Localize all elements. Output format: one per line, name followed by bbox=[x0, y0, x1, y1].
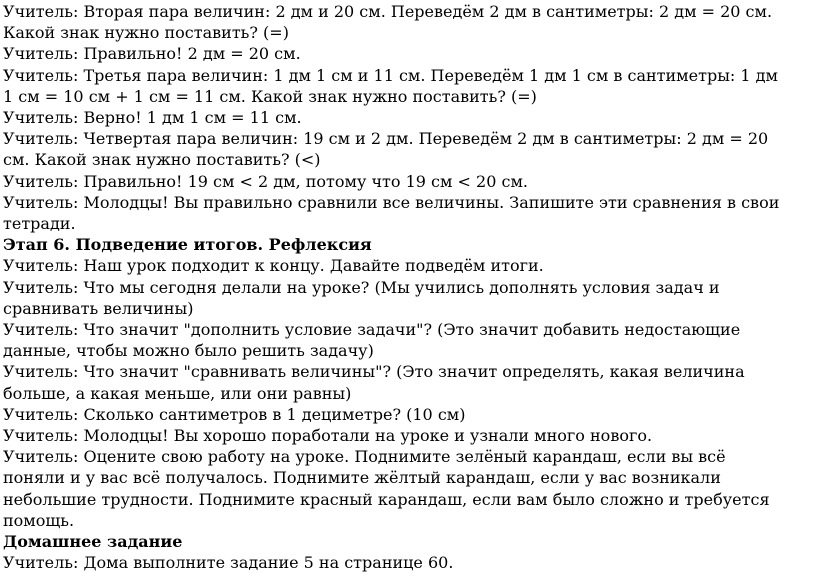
text-line: Учитель: Что значит "дополнить условие задачи"? (Это значит добавить недостающие bbox=[3, 320, 741, 340]
text-line: Учитель: Наш урок подходит к концу. Давайте подведём итоги. bbox=[3, 256, 544, 276]
text-line: тетради. bbox=[3, 214, 76, 234]
text-line: Учитель: Правильно! 19 см < 2 дм, потому что 19 см < 20 см. bbox=[3, 171, 528, 191]
text-line: Учитель: Вторая пара величин: 2 дм и 20 см. Переведём 2 дм в сантиметры: 2 дм = 20 см. bbox=[3, 2, 773, 21]
text-line: Учитель: Верно! 1 дм 1 см = 11 см. bbox=[3, 108, 302, 128]
text-line: сравнивать величины) bbox=[3, 298, 194, 318]
section-heading: Домашнее задание bbox=[3, 532, 183, 552]
text-line: Учитель: Третья пара величин: 1 дм 1 см и 11 см. Переведём 1 дм 1 см в сантиметры: 1 дм bbox=[3, 65, 778, 85]
text-line: Учитель: Дома выполните задание 5 на странице 60. bbox=[3, 553, 454, 573]
text-line: поняли и у вас всё получалось. Поднимите жёлтый карандаш, если у вас возникали bbox=[3, 468, 721, 488]
text-line: Учитель: Правильно! 2 дм = 20 см. bbox=[3, 44, 301, 64]
text-line: данные, чтобы можно было решить задачу) bbox=[3, 341, 374, 361]
section-heading: Этап 6. Подведение итогов. Рефлексия bbox=[3, 235, 372, 255]
text-line: Учитель: Сколько сантиметров в 1 дециметре? (10 см) bbox=[3, 404, 466, 424]
text-line: Какой знак нужно поставить? (=) bbox=[3, 23, 289, 43]
text-line: помощь. bbox=[3, 510, 75, 530]
text-line: больше, а какая меньше, или они равны) bbox=[3, 383, 352, 403]
text-line: см. Какой знак нужно поставить? (<) bbox=[3, 150, 321, 170]
text-line: Учитель: Молодцы! Вы правильно сравнили все величины. Запишите эти сравнения в свои bbox=[3, 192, 780, 212]
text-line: Учитель: Четвертая пара величин: 19 см и 2 дм. Переведём 2 дм в сантиметры: 2 дм = 20 bbox=[3, 129, 769, 149]
text-line: Учитель: Что мы сегодня делали на уроке? (Мы учились дополнять условия задач и bbox=[3, 277, 720, 297]
text-line: Учитель: Что значит "сравнивать величины"? (Это значит определять, какая величина bbox=[3, 362, 745, 382]
text-line: Учитель: Молодцы! Вы хорошо поработали на уроке и узнали много нового. bbox=[3, 426, 653, 446]
text-line: 1 см = 10 см + 1 см = 11 см. Какой знак нужно поставить? (=) bbox=[3, 86, 537, 106]
text-line: небольшие трудности. Поднимите красный карандаш, если вам было сложно и требуется bbox=[3, 489, 770, 509]
text-line: Учитель: Оцените свою работу на уроке. Поднимите зелёный карандаш, если вы всё bbox=[3, 447, 726, 467]
